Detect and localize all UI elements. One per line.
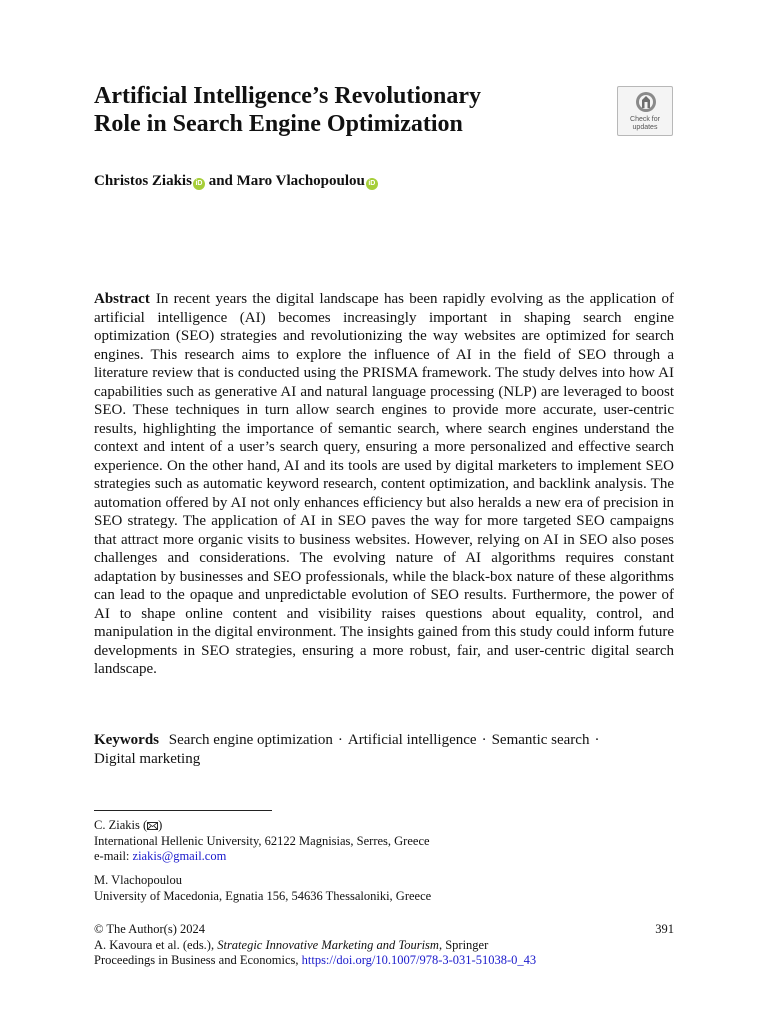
author-name-1: Christos Ziakis xyxy=(94,173,192,189)
paper-title xyxy=(94,82,574,138)
crossmark-label-line-2: updates xyxy=(632,124,658,131)
citation-publisher: , Springer xyxy=(438,937,489,952)
keyword-item: Digital marketing xyxy=(94,750,201,767)
crossmark-label xyxy=(618,116,672,132)
copyright-line: © The Author(s) 2024 xyxy=(94,922,205,936)
affiliation-name-1: C. Ziakis ( xyxy=(94,818,148,832)
page-number: 391 xyxy=(655,922,674,936)
crossmark-icon xyxy=(635,91,657,113)
title-line-2: Role in Search Engine Optimization xyxy=(94,111,463,137)
affiliation-name-1-close: ) xyxy=(158,818,163,832)
author-conjunction: and xyxy=(208,173,233,189)
publication-footer xyxy=(94,922,674,969)
keywords-label: Keywords xyxy=(94,732,159,748)
affiliation-institution-1: International Hellenic University, 62122 Magnisias, Serres, Greece xyxy=(94,833,430,848)
email-link[interactable]: ziakis@gmail.com xyxy=(132,849,227,863)
affiliation-name-2: M. Vlachopoulou xyxy=(94,873,182,887)
abstract xyxy=(94,290,674,679)
crossmark-label-line-1: Check for xyxy=(630,116,660,123)
keyword-item: Search engine optimization xyxy=(168,732,333,748)
title-line-1: Artificial Intelligence’s Revolutionary xyxy=(94,83,482,109)
keyword-item: Semantic search xyxy=(491,732,590,748)
keyword-separator: · xyxy=(337,732,343,748)
citation-editors: A. Kavoura et al. (eds.), xyxy=(94,937,218,952)
citation-line xyxy=(94,938,674,954)
book-title: Strategic Innovative Marketing and Tourism xyxy=(217,937,439,952)
series-line xyxy=(94,953,674,969)
paper-page xyxy=(94,0,674,1024)
author-list xyxy=(94,172,378,190)
footnote-divider xyxy=(94,810,272,811)
keyword-item: Artificial intelligence xyxy=(347,732,477,748)
series-name: Proceedings in Business and Economics, xyxy=(94,953,302,967)
abstract-text: In recent years the digital landscape has been rapidly evolving as the application of artificial intelligence (AI) becomes increasingly important in shaping search engine optimization (SEO) strategies and revolutionizing the way websites are optimized for search engines. This research aims to explore the influence of AI in the field of SEO through a literature review that is conducted using the PRISMA framework. The study delves into how AI capabilities such as generative AI and natural language processing (NLP) are leveraged to boost SEO. These techniques in turn allow search engines to provide more accurate, user-centric results, highlighting the importance of semantic search, where search engines understand the context and intent of a user’s search query, ensuring a more personalized and effective search experience. On the other hand, AI and its tools are used by digital marketers to implement SEO strategies such as automatic keyword research, content optimization, and backlink analysis. The automation offered by AI not only enhances efficiency but also heralds a new era of precision in SEO strategy. The application of AI in SEO paves the way for more targeted SEO campaigns that attract more organic visits to business websites. However, relying on AI in SEO also poses challenges and considerations. The evolving nature of AI algorithms requires constant adaptation by businesses and SEO professionals, while the black-box nature of these algorithms can lead to the opaque and unpredictable evolution of SEO results. Furthermore, the power of AI to shape online content and visibility raises questions about equality, control, and manipulation in the digital environment. The insights gained from this study could inform future developments in SEO strategies, ensuring a more robust, fair, and user-centric digital search landscape. xyxy=(94,291,674,677)
email-label: e-mail: xyxy=(94,849,133,863)
keyword-separator: · xyxy=(481,732,487,748)
doi-link[interactable]: https://doi.org/10.1007/978-3-031-51038-0_43 xyxy=(301,953,537,967)
envelope-icon xyxy=(147,822,158,830)
keyword-separator: · xyxy=(594,732,600,748)
orcid-icon[interactable]: iD xyxy=(366,178,378,190)
author-name-2: Maro Vlachopoulou xyxy=(236,173,365,189)
abstract-label: Abstract xyxy=(94,291,150,307)
affiliation-ziakis xyxy=(94,818,674,865)
corresponding-author-line xyxy=(94,818,674,834)
email-line xyxy=(94,849,674,865)
check-for-updates-button[interactable] xyxy=(617,86,673,136)
keywords xyxy=(94,731,674,768)
affiliation-vlachopoulou xyxy=(94,873,674,904)
affiliation-institution-2: University of Macedonia, Egnatia 156, 54636 Thessaloniki, Greece xyxy=(94,888,432,903)
orcid-icon[interactable]: iD xyxy=(193,178,205,190)
